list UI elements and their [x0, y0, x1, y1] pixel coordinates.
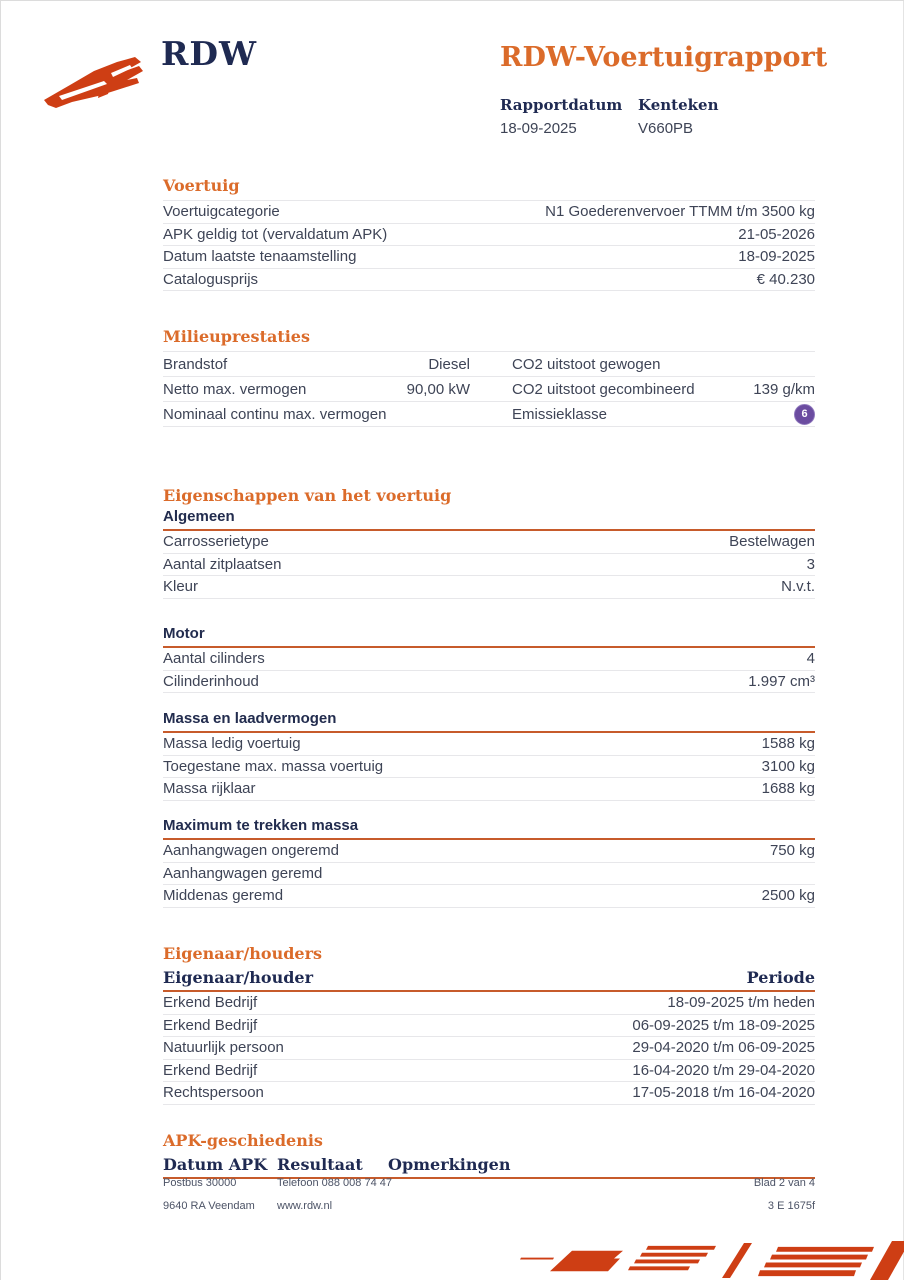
row-value: 3 [806, 555, 815, 573]
milieu-rows [163, 351, 815, 427]
section-eigenschappen [163, 486, 815, 510]
row-value: 18-09-2025 [738, 248, 815, 266]
motor-rows [163, 648, 815, 693]
table-row [163, 840, 815, 863]
table-row [163, 1037, 815, 1060]
row-value: 1588 kg [761, 735, 815, 753]
table-row [163, 402, 815, 427]
column-header-owner: Eigenaar/houder [163, 968, 314, 987]
footer-website: www.rdw.nl [277, 1200, 333, 1212]
footer-address-line2: 9640 RA Veendam [163, 1200, 255, 1212]
row-label: Emissieklasse [512, 405, 608, 423]
column-header-apk-date: Datum APK [163, 1155, 268, 1174]
column-header-period: Periode [746, 968, 815, 987]
license-plate-block [638, 96, 776, 137]
row-label: Voertuigcategorie [163, 203, 280, 221]
row-value: 139 g/km [753, 380, 815, 398]
subsection-algemeen-title: Algemeen [163, 508, 815, 531]
section-apk-title: APK-geschiedenis [163, 1131, 323, 1150]
period-cell: 18-09-2025 t/m heden [667, 994, 815, 1012]
subsection-massa [163, 710, 815, 801]
table-row [163, 671, 815, 694]
row-label: Aantal cilinders [163, 650, 265, 668]
section-eigenaar-title: Eigenaar/houders [163, 944, 323, 963]
owner-cell: Rechtspersoon [163, 1084, 264, 1102]
table-row [163, 1082, 815, 1105]
section-voertuig-title: Voertuig [163, 176, 240, 195]
row-value: 21-05-2026 [738, 225, 815, 243]
row-value: N.v.t. [781, 578, 815, 596]
table-row [163, 1015, 815, 1038]
page-title: RDW-Voertuigrapport [500, 42, 828, 73]
owner-cell: Erkend Bedrijf [163, 1016, 258, 1034]
row-label: Netto max. vermogen [163, 380, 307, 398]
row-label: CO2 uitstoot gewogen [512, 355, 661, 373]
row-label: Toegestane max. massa voertuig [163, 757, 384, 775]
row-label: Aanhangwagen ongeremd [163, 842, 339, 860]
table-row [163, 756, 815, 779]
table-row [163, 1060, 815, 1083]
footer-phone: Telefoon 088 008 74 47 [277, 1177, 392, 1189]
license-plate-value: V660PB [638, 120, 694, 137]
column-header-result: Resultaat [277, 1155, 363, 1174]
report-date-label: Rapportdatum [500, 96, 623, 114]
column-header-remarks: Opmerkingen [388, 1155, 511, 1174]
section-milieu-title: Milieuprestaties [163, 327, 310, 346]
row-label: CO2 uitstoot gecombineerd [512, 380, 695, 398]
report-date-block [500, 96, 638, 137]
subsection-maximum-title: Maximum te trekken massa [163, 817, 815, 840]
report-meta [500, 96, 776, 137]
row-value: 3100 kg [761, 757, 815, 775]
table-row [163, 554, 815, 577]
row-value: 90,00 kW [406, 380, 470, 398]
row-label: Aantal zitplaatsen [163, 555, 282, 573]
maximum-rows [163, 840, 815, 908]
row-value: 1.997 cm³ [748, 672, 815, 690]
row-value: 4 [806, 650, 815, 668]
footer-line-2 [163, 1200, 815, 1212]
algemeen-rows [163, 531, 815, 599]
table-row [163, 352, 815, 377]
table-row [163, 648, 815, 671]
row-label: Carrosserietype [163, 533, 269, 551]
table-row [163, 224, 815, 247]
table-row [163, 733, 815, 756]
table-row [163, 269, 815, 292]
row-label: Cilinderinhoud [163, 672, 259, 690]
speed-stripes-icon [518, 1241, 904, 1280]
subsection-maximum-trekken [163, 817, 815, 908]
section-milieuprestaties [163, 327, 815, 427]
table-row [163, 778, 815, 801]
table-row [163, 201, 815, 224]
row-value: Bestelwagen [729, 533, 815, 551]
row-value: Diesel [428, 355, 470, 373]
section-voertuig [163, 176, 815, 291]
row-label: Aanhangwagen geremd [163, 864, 323, 882]
table-row [163, 885, 815, 908]
owner-cell: Erkend Bedrijf [163, 994, 258, 1012]
row-label: Middenas geremd [163, 887, 284, 905]
footer-address-line1: Postbus 30000 [163, 1177, 237, 1189]
subsection-motor-title: Motor [163, 625, 815, 648]
row-value: 2500 kg [761, 887, 815, 905]
table-row [163, 377, 815, 402]
report-date-value: 18-09-2025 [500, 120, 577, 137]
table-row [163, 531, 815, 554]
subsection-massa-title: Massa en laadvermogen [163, 710, 815, 733]
row-value: € 40.230 [756, 270, 815, 288]
row-label: Massa rijklaar [163, 780, 256, 798]
rdw-logo-text: RDW [161, 34, 258, 73]
row-label: Brandstof [163, 355, 228, 373]
table-row [163, 992, 815, 1015]
section-eigenaar-houders [163, 944, 815, 1105]
period-cell: 16-04-2020 t/m 29-04-2020 [632, 1061, 815, 1079]
row-label: Kleur [163, 578, 199, 596]
period-cell: 17-05-2018 t/m 16-04-2020 [632, 1084, 815, 1102]
apk-table-header [163, 1155, 815, 1179]
row-value: 750 kg [769, 842, 815, 860]
table-row [163, 863, 815, 886]
row-label: Nominaal continu max. vermogen [163, 405, 387, 423]
eigenaar-rows [163, 992, 815, 1105]
subsection-algemeen [163, 508, 815, 599]
massa-rows [163, 733, 815, 801]
table-row [163, 576, 815, 599]
license-plate-label: Kenteken [638, 96, 719, 114]
emission-class-badge: 6 [794, 404, 815, 425]
section-apk-geschiedenis [163, 1131, 815, 1179]
row-value: N1 Goederenvervoer TTMM t/m 3500 kg [545, 203, 815, 221]
row-value: 1688 kg [761, 780, 815, 798]
row-label: Massa ledig voertuig [163, 735, 301, 753]
footer-form-code: 3 E 1675f [767, 1200, 815, 1212]
footer-line-1 [163, 1177, 815, 1189]
row-label: Datum laatste tenaamstelling [163, 248, 357, 266]
row-label: Catalogusprijs [163, 270, 259, 288]
table-row [163, 246, 815, 269]
voertuig-rows [163, 200, 815, 291]
row-label: APK geldig tot (vervaldatum APK) [163, 225, 388, 243]
owner-cell: Natuurlijk persoon [163, 1039, 284, 1057]
eigenaar-table-header [163, 968, 815, 992]
owner-cell: Erkend Bedrijf [163, 1061, 258, 1079]
rdw-logo-swoosh-icon [42, 52, 150, 114]
subsection-motor [163, 625, 815, 693]
period-cell: 06-09-2025 t/m 18-09-2025 [632, 1016, 815, 1034]
period-cell: 29-04-2020 t/m 06-09-2025 [632, 1039, 815, 1057]
footer-page-number: Blad 2 van 4 [753, 1177, 815, 1189]
section-eigenschappen-title: Eigenschappen van het voertuig [163, 486, 452, 505]
